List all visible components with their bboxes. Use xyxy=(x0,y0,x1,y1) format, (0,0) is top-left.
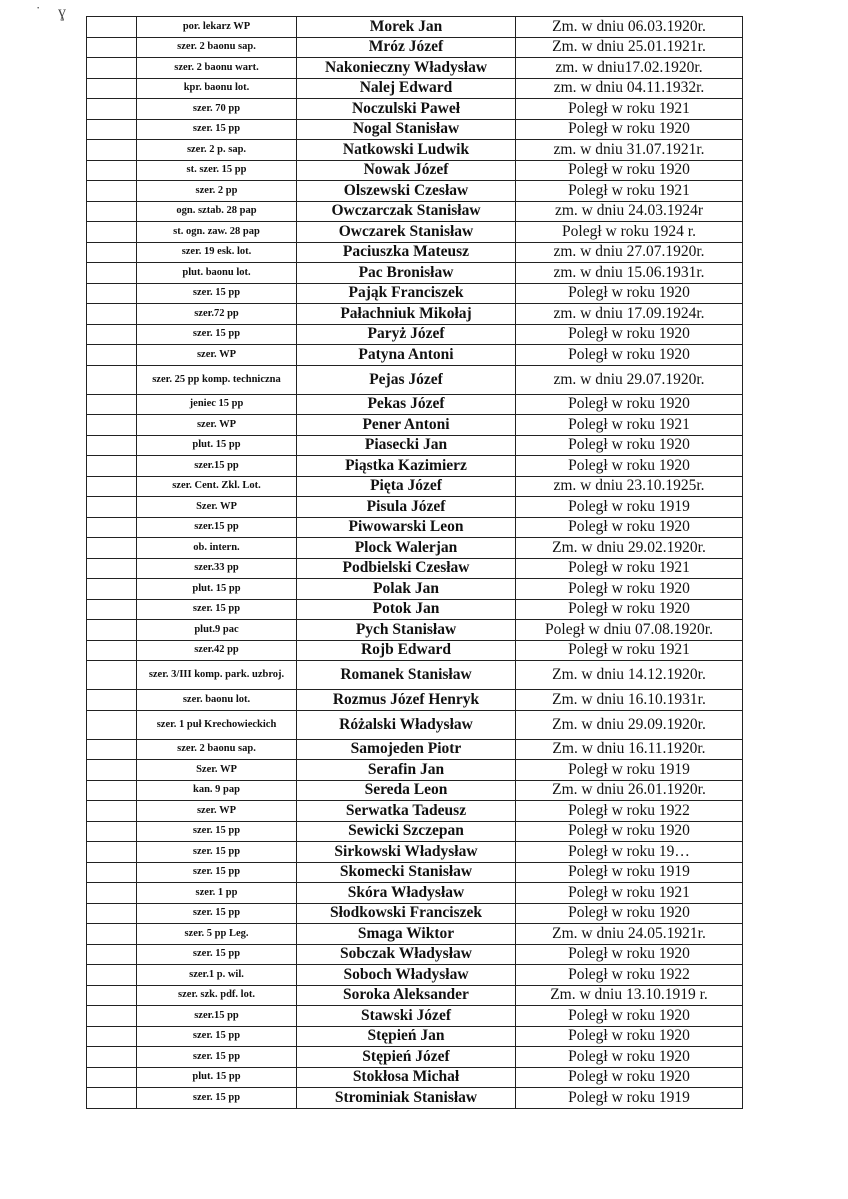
number-cell xyxy=(87,599,137,620)
death-status-cell: Zm. w dniu 14.12.1920r. xyxy=(516,661,743,690)
death-status-cell: Poległ w roku 1920 xyxy=(516,517,743,538)
table-row xyxy=(87,780,743,801)
number-cell xyxy=(87,304,137,325)
rank-unit-cell: szer. 3/III komp. park. uzbroj. xyxy=(137,661,297,690)
death-status-cell: Poległ w roku 1921 xyxy=(516,181,743,202)
number-cell xyxy=(87,801,137,822)
number-cell xyxy=(87,780,137,801)
rank-unit-cell: plut. 15 pp xyxy=(137,1067,297,1088)
rank-unit-cell: plut.9 pac xyxy=(137,620,297,641)
table-row xyxy=(87,365,743,394)
table-row xyxy=(87,181,743,202)
soldier-name-cell: Stępień Jan xyxy=(297,1026,516,1047)
table-row xyxy=(87,222,743,243)
table-row xyxy=(87,760,743,781)
rank-unit-cell: szer. 1 pp xyxy=(137,883,297,904)
rank-unit-cell: szer. WP xyxy=(137,345,297,366)
rank-unit-cell: szer. baonu lot. xyxy=(137,690,297,711)
death-status-cell: Poległ w roku 1920 xyxy=(516,283,743,304)
death-status-cell: Poległ w roku 1919 xyxy=(516,760,743,781)
death-status-cell: Poległ w roku 1921 xyxy=(516,883,743,904)
table-row xyxy=(87,944,743,965)
table-row xyxy=(87,1026,743,1047)
soldier-name-cell: Morek Jan xyxy=(297,17,516,38)
soldier-name-cell: Sewicki Szczepan xyxy=(297,821,516,842)
death-status-cell: zm. w dniu 27.07.1920r. xyxy=(516,242,743,263)
soldier-name-cell: Soboch Władysław xyxy=(297,965,516,986)
rank-unit-cell: szer. 15 pp xyxy=(137,283,297,304)
table-row xyxy=(87,739,743,760)
table-row xyxy=(87,1006,743,1027)
soldier-name-cell: Romanek Stanisław xyxy=(297,661,516,690)
number-cell xyxy=(87,739,137,760)
soldier-name-cell: Nakonieczny Władysław xyxy=(297,58,516,79)
number-cell xyxy=(87,903,137,924)
table-row xyxy=(87,710,743,739)
death-status-cell: zm. w dniu 24.03.1924r xyxy=(516,201,743,222)
rank-unit-cell: szer. 70 pp xyxy=(137,99,297,120)
soldier-name-cell: Piasecki Jan xyxy=(297,435,516,456)
rank-unit-cell: szer.15 pp xyxy=(137,456,297,477)
table-row xyxy=(87,394,743,415)
soldier-name-cell: Potok Jan xyxy=(297,599,516,620)
rank-unit-cell: szer. 15 pp xyxy=(137,599,297,620)
table-row xyxy=(87,415,743,436)
death-status-cell: zm. w dniu17.02.1920r. xyxy=(516,58,743,79)
table-row xyxy=(87,1088,743,1109)
soldier-name-cell: Różalski Władysław xyxy=(297,710,516,739)
number-cell xyxy=(87,58,137,79)
rank-unit-cell: ogn. sztab. 28 pap xyxy=(137,201,297,222)
death-status-cell: Poległ w roku 1922 xyxy=(516,801,743,822)
number-cell xyxy=(87,661,137,690)
number-cell xyxy=(87,78,137,99)
number-cell xyxy=(87,965,137,986)
number-cell xyxy=(87,1006,137,1027)
rank-unit-cell: szer. Cent. Zkl. Lot. xyxy=(137,476,297,497)
soldier-name-cell: Rozmus Józef Henryk xyxy=(297,690,516,711)
death-status-cell: Poległ w roku 1920 xyxy=(516,1047,743,1068)
rank-unit-cell: szer. 15 pp xyxy=(137,119,297,140)
table-row xyxy=(87,862,743,883)
rank-unit-cell: Szer. WP xyxy=(137,497,297,518)
rank-unit-cell: kpr. baonu lot. xyxy=(137,78,297,99)
number-cell xyxy=(87,985,137,1006)
number-cell xyxy=(87,821,137,842)
soldier-name-cell: Pięta Józef xyxy=(297,476,516,497)
death-status-cell: Poległ w roku 1920 xyxy=(516,160,743,181)
scan-mark: · xyxy=(36,0,41,15)
death-status-cell: Poległ w dniu 07.08.1920r. xyxy=(516,620,743,641)
number-cell xyxy=(87,842,137,863)
table-row xyxy=(87,99,743,120)
death-status-cell: Poległ w roku 1920 xyxy=(516,394,743,415)
death-status-cell: Zm. w dniu 26.01.1920r. xyxy=(516,780,743,801)
number-cell xyxy=(87,345,137,366)
soldier-name-cell: Nowak Józef xyxy=(297,160,516,181)
death-status-cell: zm. w dniu 31.07.1921r. xyxy=(516,140,743,161)
table-row xyxy=(87,119,743,140)
soldier-name-cell: Smaga Wiktor xyxy=(297,924,516,945)
death-status-cell: Poległ w roku 1920 xyxy=(516,456,743,477)
table-row xyxy=(87,497,743,518)
death-status-cell: zm. w dniu 23.10.1925r. xyxy=(516,476,743,497)
soldier-name-cell: Stępień Józef xyxy=(297,1047,516,1068)
number-cell xyxy=(87,37,137,58)
rank-unit-cell: szer. WP xyxy=(137,801,297,822)
death-status-cell: zm. w dniu 29.07.1920r. xyxy=(516,365,743,394)
table-row xyxy=(87,345,743,366)
soldier-name-cell: Polak Jan xyxy=(297,579,516,600)
number-cell xyxy=(87,476,137,497)
rank-unit-cell: Szer. WP xyxy=(137,760,297,781)
rank-unit-cell: szer. 25 pp komp. techniczna xyxy=(137,365,297,394)
number-cell xyxy=(87,242,137,263)
death-status-cell: zm. w dniu 15.06.1931r. xyxy=(516,263,743,284)
death-status-cell: Poległ w roku 1921 xyxy=(516,640,743,661)
death-status-cell: Poległ w roku 1920 xyxy=(516,345,743,366)
table-row xyxy=(87,924,743,945)
soldier-name-cell: Nogal Stanisław xyxy=(297,119,516,140)
table-row xyxy=(87,263,743,284)
rank-unit-cell: plut. baonu lot. xyxy=(137,263,297,284)
death-status-cell: Poległ w roku 1924 r. xyxy=(516,222,743,243)
death-status-cell: zm. w dniu 04.11.1932r. xyxy=(516,78,743,99)
table-row xyxy=(87,579,743,600)
table-row xyxy=(87,985,743,1006)
table-row xyxy=(87,78,743,99)
rank-unit-cell: szer. 19 esk. lot. xyxy=(137,242,297,263)
rank-unit-cell: szer. 1 puł Krechowieckich xyxy=(137,710,297,739)
number-cell xyxy=(87,517,137,538)
table-row xyxy=(87,883,743,904)
death-status-cell: Zm. w dniu 29.09.1920r. xyxy=(516,710,743,739)
number-cell xyxy=(87,710,137,739)
scan-mark: ɣ xyxy=(58,4,66,21)
table-row xyxy=(87,456,743,477)
number-cell xyxy=(87,263,137,284)
death-status-cell: Poległ w roku 1920 xyxy=(516,821,743,842)
death-status-cell: Zm. w dniu 16.10.1931r. xyxy=(516,690,743,711)
registry-body xyxy=(87,17,743,1109)
death-status-cell: Zm. w dniu 25.01.1921r. xyxy=(516,37,743,58)
death-status-cell: Poległ w roku 1919 xyxy=(516,1088,743,1109)
number-cell xyxy=(87,394,137,415)
table-row xyxy=(87,599,743,620)
number-cell xyxy=(87,324,137,345)
table-row xyxy=(87,140,743,161)
rank-unit-cell: szer. szk. pdf. lot. xyxy=(137,985,297,1006)
rank-unit-cell: ob. intern. xyxy=(137,538,297,559)
table-row xyxy=(87,538,743,559)
soldier-name-cell: Podbielski Czesław xyxy=(297,558,516,579)
rank-unit-cell: st. szer. 15 pp xyxy=(137,160,297,181)
death-status-cell: Poległ w roku 1920 xyxy=(516,579,743,600)
rank-unit-cell: szer. 15 pp xyxy=(137,1026,297,1047)
death-status-cell: Zm. w dniu 16.11.1920r. xyxy=(516,739,743,760)
table-row xyxy=(87,903,743,924)
soldier-name-cell: Słodkowski Franciszek xyxy=(297,903,516,924)
rank-unit-cell: szer. 15 pp xyxy=(137,842,297,863)
rank-unit-cell: szer.15 pp xyxy=(137,1006,297,1027)
rank-unit-cell: szer. 15 pp xyxy=(137,903,297,924)
rank-unit-cell: szer. 2 baonu wart. xyxy=(137,58,297,79)
rank-unit-cell: szer. 2 baonu sap. xyxy=(137,37,297,58)
table-row xyxy=(87,1067,743,1088)
rank-unit-cell: szer.42 pp xyxy=(137,640,297,661)
table-row xyxy=(87,37,743,58)
rank-unit-cell: szer. 15 pp xyxy=(137,944,297,965)
death-status-cell: Poległ w roku 1920 xyxy=(516,435,743,456)
soldier-name-cell: Pisula Józef xyxy=(297,497,516,518)
death-status-cell: Poległ w roku 1921 xyxy=(516,415,743,436)
rank-unit-cell: jeniec 15 pp xyxy=(137,394,297,415)
table-row xyxy=(87,517,743,538)
rank-unit-cell: szer. 2 p. sap. xyxy=(137,140,297,161)
soldier-name-cell: Owczarek Stanisław xyxy=(297,222,516,243)
rank-unit-cell: szer.33 pp xyxy=(137,558,297,579)
soldier-name-cell: Skomecki Stanisław xyxy=(297,862,516,883)
soldier-name-cell: Pekas Józef xyxy=(297,394,516,415)
soldier-name-cell: Piwowarski Leon xyxy=(297,517,516,538)
death-status-cell: Zm. w dniu 29.02.1920r. xyxy=(516,538,743,559)
table-row xyxy=(87,435,743,456)
soldier-name-cell: Paciuszka Mateusz xyxy=(297,242,516,263)
number-cell xyxy=(87,140,137,161)
table-row xyxy=(87,304,743,325)
soldier-name-cell: Pener Antoni xyxy=(297,415,516,436)
number-cell xyxy=(87,640,137,661)
death-status-cell: Poległ w roku 1922 xyxy=(516,965,743,986)
soldier-name-cell: Pałachniuk Mikołaj xyxy=(297,304,516,325)
rank-unit-cell: plut. 15 pp xyxy=(137,435,297,456)
rank-unit-cell: szer. WP xyxy=(137,415,297,436)
rank-unit-cell: szer. 2 pp xyxy=(137,181,297,202)
death-status-cell: Poległ w roku 1920 xyxy=(516,1067,743,1088)
number-cell xyxy=(87,690,137,711)
death-status-cell: Poległ w roku 1919 xyxy=(516,497,743,518)
number-cell xyxy=(87,538,137,559)
number-cell xyxy=(87,119,137,140)
rank-unit-cell: szer.72 pp xyxy=(137,304,297,325)
soldier-name-cell: Stokłosa Michał xyxy=(297,1067,516,1088)
number-cell xyxy=(87,160,137,181)
rank-unit-cell: szer. 2 baonu sap. xyxy=(137,739,297,760)
table-row xyxy=(87,476,743,497)
number-cell xyxy=(87,365,137,394)
soldier-name-cell: Sirkowski Władysław xyxy=(297,842,516,863)
rank-unit-cell: szer. 5 pp Leg. xyxy=(137,924,297,945)
rank-unit-cell: szer. 15 pp xyxy=(137,324,297,345)
death-status-cell: Poległ w roku 1920 xyxy=(516,944,743,965)
number-cell xyxy=(87,283,137,304)
table-row xyxy=(87,242,743,263)
rank-unit-cell: szer. 15 pp xyxy=(137,1047,297,1068)
number-cell xyxy=(87,558,137,579)
soldier-name-cell: Sereda Leon xyxy=(297,780,516,801)
soldier-name-cell: Skóra Władysław xyxy=(297,883,516,904)
soldier-name-cell: Pająk Franciszek xyxy=(297,283,516,304)
table-row xyxy=(87,160,743,181)
rank-unit-cell: st. ogn. zaw. 28 pap xyxy=(137,222,297,243)
table-row xyxy=(87,661,743,690)
soldier-name-cell: Nalej Edward xyxy=(297,78,516,99)
soldier-name-cell: Natkowski Ludwik xyxy=(297,140,516,161)
number-cell xyxy=(87,620,137,641)
table-row xyxy=(87,690,743,711)
rank-unit-cell: por. lekarz WP xyxy=(137,17,297,38)
soldier-name-cell: Piąstka Kazimierz xyxy=(297,456,516,477)
rank-unit-cell: szer. 15 pp xyxy=(137,862,297,883)
soldier-name-cell: Sobczak Władysław xyxy=(297,944,516,965)
rank-unit-cell: plut. 15 pp xyxy=(137,579,297,600)
number-cell xyxy=(87,924,137,945)
death-status-cell: zm. w dniu 17.09.1924r. xyxy=(516,304,743,325)
rank-unit-cell: szer.15 pp xyxy=(137,517,297,538)
number-cell xyxy=(87,415,137,436)
number-cell xyxy=(87,222,137,243)
soldier-name-cell: Olszewski Czesław xyxy=(297,181,516,202)
soldier-name-cell: Noczulski Paweł xyxy=(297,99,516,120)
rank-unit-cell: szer.1 p. wil. xyxy=(137,965,297,986)
number-cell xyxy=(87,883,137,904)
soldier-name-cell: Patyna Antoni xyxy=(297,345,516,366)
number-cell xyxy=(87,99,137,120)
number-cell xyxy=(87,1067,137,1088)
table-row xyxy=(87,842,743,863)
death-status-cell: Poległ w roku 1921 xyxy=(516,99,743,120)
soldier-name-cell: Serwatka Tadeusz xyxy=(297,801,516,822)
number-cell xyxy=(87,944,137,965)
death-status-cell: Poległ w roku 1920 xyxy=(516,599,743,620)
soldier-name-cell: Rojb Edward xyxy=(297,640,516,661)
soldier-registry-table xyxy=(86,16,743,1109)
soldier-name-cell: Stawski Józef xyxy=(297,1006,516,1027)
number-cell xyxy=(87,181,137,202)
rank-unit-cell: kan. 9 pap xyxy=(137,780,297,801)
soldier-name-cell: Plock Walerjan xyxy=(297,538,516,559)
rank-unit-cell: szer. 15 pp xyxy=(137,821,297,842)
soldier-name-cell: Pejas Józef xyxy=(297,365,516,394)
number-cell xyxy=(87,456,137,477)
death-status-cell: Poległ w roku 1920 xyxy=(516,903,743,924)
death-status-cell: Zm. w dniu 13.10.1919 r. xyxy=(516,985,743,1006)
number-cell xyxy=(87,760,137,781)
table-row xyxy=(87,620,743,641)
table-row xyxy=(87,640,743,661)
table-row xyxy=(87,965,743,986)
table-row xyxy=(87,801,743,822)
number-cell xyxy=(87,1088,137,1109)
table-row xyxy=(87,1047,743,1068)
table-row xyxy=(87,821,743,842)
number-cell xyxy=(87,862,137,883)
death-status-cell: Poległ w roku 1920 xyxy=(516,1026,743,1047)
soldier-name-cell: Mróz Józef xyxy=(297,37,516,58)
soldier-name-cell: Pych Stanisław xyxy=(297,620,516,641)
death-status-cell: Poległ w roku 1920 xyxy=(516,119,743,140)
table-row xyxy=(87,201,743,222)
death-status-cell: Zm. w dniu 06.03.1920r. xyxy=(516,17,743,38)
table-row xyxy=(87,558,743,579)
soldier-name-cell: Owczarczak Stanisław xyxy=(297,201,516,222)
soldier-name-cell: Soroka Aleksander xyxy=(297,985,516,1006)
table-row xyxy=(87,324,743,345)
table-row xyxy=(87,283,743,304)
death-status-cell: Poległ w roku 19… xyxy=(516,842,743,863)
table-row xyxy=(87,17,743,38)
number-cell xyxy=(87,435,137,456)
table-row xyxy=(87,58,743,79)
soldier-name-cell: Paryż Józef xyxy=(297,324,516,345)
death-status-cell: Zm. w dniu 24.05.1921r. xyxy=(516,924,743,945)
soldier-name-cell: Serafin Jan xyxy=(297,760,516,781)
soldier-name-cell: Samojeden Piotr xyxy=(297,739,516,760)
death-status-cell: Poległ w roku 1920 xyxy=(516,1006,743,1027)
number-cell xyxy=(87,1026,137,1047)
number-cell xyxy=(87,201,137,222)
soldier-name-cell: Strominiak Stanisław xyxy=(297,1088,516,1109)
number-cell xyxy=(87,17,137,38)
number-cell xyxy=(87,579,137,600)
number-cell xyxy=(87,497,137,518)
number-cell xyxy=(87,1047,137,1068)
rank-unit-cell: szer. 15 pp xyxy=(137,1088,297,1109)
death-status-cell: Poległ w roku 1921 xyxy=(516,558,743,579)
soldier-name-cell: Pac Bronisław xyxy=(297,263,516,284)
death-status-cell: Poległ w roku 1919 xyxy=(516,862,743,883)
death-status-cell: Poległ w roku 1920 xyxy=(516,324,743,345)
